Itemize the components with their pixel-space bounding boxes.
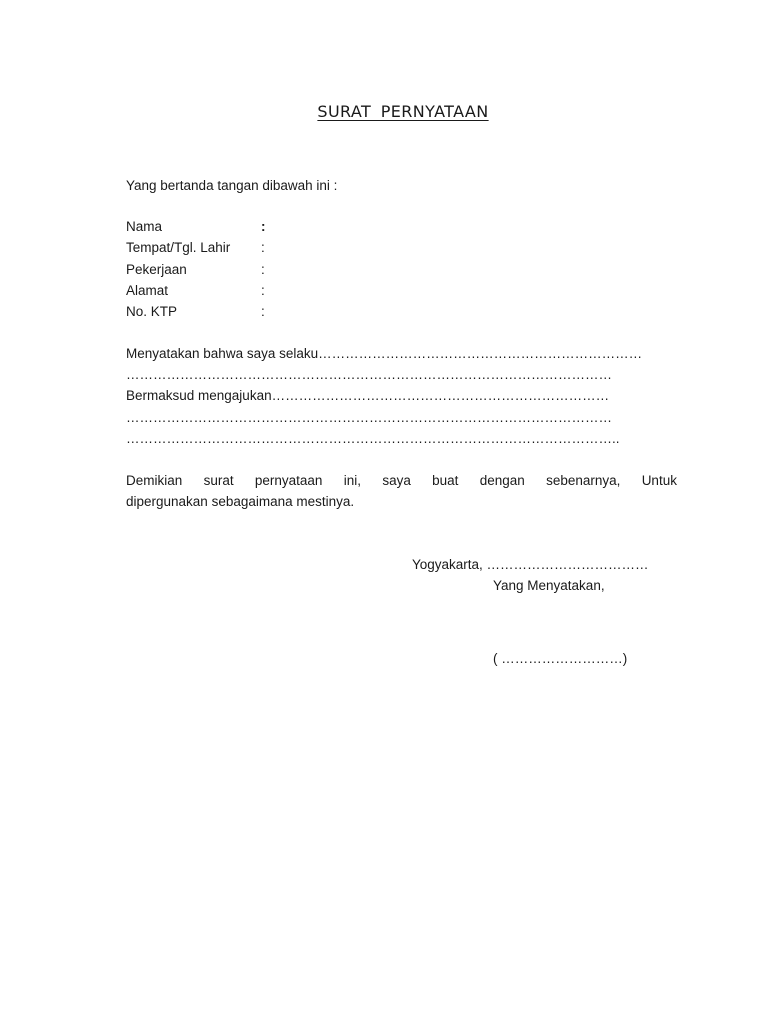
purpose-line: Bermaksud mengajukan………………………………………………………………… [126,388,610,403]
field-label: Tempat/Tgl. Lahir [126,240,231,255]
field-colon: : [261,283,265,298]
closing-paragraph-line [126,473,677,489]
closing-word: ini, [343,473,362,488]
closing-word: dengan [479,473,525,488]
field-label: No. KTP [126,304,178,319]
closing-word: surat [203,473,234,488]
closing-paragraph-line-2: dipergunakan sebagaimana mestinya. [126,494,355,509]
closing-word: saya [382,473,411,488]
field-label: Pekerjaan [126,262,187,277]
closing-word: pernyataan [254,473,323,488]
place-date: Yogyakarta, ……………………………… [412,557,649,572]
closing-word: Untuk [641,473,677,488]
closing-word: sebenarnya, [546,473,621,488]
closing-word: Demikian [126,473,183,488]
document-title: SURAT PERNYATAAN [317,102,489,121]
field-colon: : [261,262,265,277]
purpose-line-continued: ……………………………………………………………………………………………….. [126,431,620,446]
field-label: Alamat [126,283,169,298]
field-colon: : [261,219,266,234]
closing-word: buat [432,473,459,488]
purpose-line-continued: ……………………………………………………………………………………………… [126,410,612,425]
signature-blank: ( ………………………) [493,651,628,666]
field-colon: : [261,240,265,255]
intro-text: Yang bertanda tangan dibawah ini : [126,178,338,193]
signer-label: Yang Menyatakan, [493,578,605,593]
field-label: Nama [126,219,163,234]
statement-line: Menyatakan bahwa saya selaku……………………………………………………………… [126,346,643,361]
field-colon: : [261,304,265,319]
statement-line-continued: ……………………………………………………………………………………………… [126,367,612,382]
